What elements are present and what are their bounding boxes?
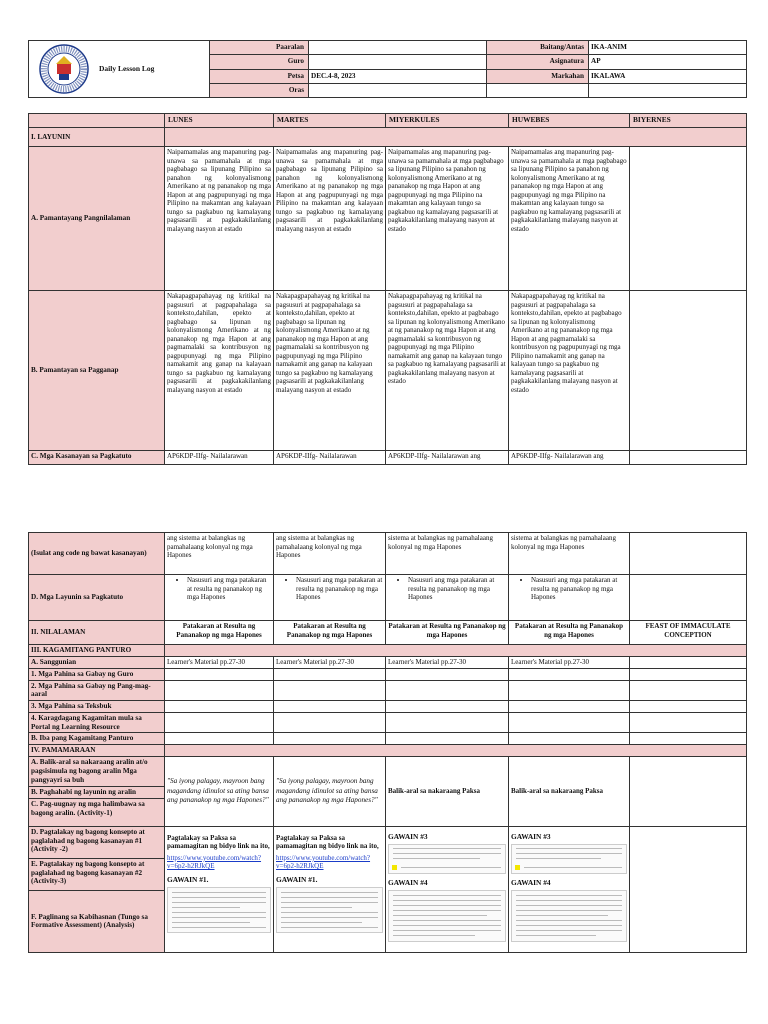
pagganap-martes: Nakapagpapahayag ng kritikal na pagsusuri at pagpapahalaga sa konteksto,dahilan, epekto at pagbabago sa lipunan ng kolonyalismong Amerikano at ng pananakop ng mga Hapon at ang pagmamalaki sa kontribusyon ng pagpupunyagi ng mga Pilipino namakamit ang ganap na kalayaan tungo sa pagkabuo ng kamalayang pagsasarili at pagkakakilanlang malayang nasyon at estado <box>274 291 386 451</box>
nilalaman-martes: Patakaran at Resulta ng Pananakop ng mga Hapones <box>274 621 386 645</box>
corner-cell <box>29 114 165 128</box>
balik-aral-miyerkules: Balik-aral sa nakaraang Paksa <box>386 757 509 827</box>
balik-aral-biyernes <box>630 757 747 827</box>
empty-cell <box>386 733 509 745</box>
activity-miyerkules <box>386 826 509 952</box>
pag-uugnay-label: C. Pag-uugnay ng mga halimbawa sa bagong aralin. (Activity-1) <box>29 798 165 826</box>
empty-cell <box>630 701 747 713</box>
lesson-table-part1 <box>28 113 747 465</box>
guro-value <box>309 55 487 69</box>
pagganap-biyernes <box>630 291 747 451</box>
code-label: (Isulat ang code ng bawat kasanayan) <box>29 533 165 575</box>
pagganap-huwebes: Nakapagpapahayag ng kritikal na pagsusuri at pagpapahalaga sa konteksto,dahilan, epekto at pagbabago sa lipunan ng kolonyalismong Amerikano at ng pananakop ng mga Hapon at ang pagmamalaki sa kontribusyon ng pagpupunyagi ng mga Pilipino namakamit ang ganap na kalayaan tungo sa pagkabuo ng kamalayang pagsasarili at pagkakakilanlang malayang nasyon at estado <box>509 291 630 451</box>
layunin-band <box>165 128 747 147</box>
paaralan-value <box>309 41 487 55</box>
code-biyernes <box>630 533 747 575</box>
sanggunian-martes: Learner's Material pp.27-30 <box>274 656 386 668</box>
empty-cell <box>165 733 274 745</box>
empty-cell <box>487 83 589 97</box>
worksheet-thumbnail <box>388 844 506 874</box>
worksheet-thumbnail <box>276 887 383 933</box>
teksbuk-label: 3. Mga Pahina sa Teksbuk <box>29 701 165 713</box>
empty-cell <box>630 733 747 745</box>
document-title: Daily Lesson Log <box>99 64 155 74</box>
day-header-miyerkules: MIYERKULES <box>386 114 509 128</box>
nilalaman-huwebes: Patakaran at Resulta ng Pananakop ng mga Hapones <box>509 621 630 645</box>
asignatura-value: AP <box>589 55 747 69</box>
markahan-value: IKALAWA <box>589 69 747 83</box>
paglinang-label: F. Paglinang sa Kabihasnan (Tungo sa Formative Assessment) (Analysis) <box>29 890 165 952</box>
empty-cell <box>274 733 386 745</box>
objective-bullet: • Nasusuri ang mga patakaran at resulta ng pananakop ng mga Hapones <box>531 576 627 602</box>
empty-cell <box>165 668 274 680</box>
worksheet-thumbnail <box>511 844 627 874</box>
video-link[interactable]: https://www.youtube.com/watch?v=6p2-h2RJkQE <box>167 853 262 871</box>
empty-cell <box>274 712 386 733</box>
iba-pang-kagamitan-label: B. Iba pang Kagamitang Panturo <box>29 733 165 745</box>
layunin-lunes <box>165 575 274 621</box>
video-link[interactable]: https://www.youtube.com/watch?v=6p2-h2RJkQE <box>276 853 371 871</box>
quote-lunes: "Sa iyong palagay, mayroon bang magandang idinulot sa ating bansa ang pananakop ng mga Hapones?" <box>165 757 274 827</box>
activity-lunes <box>165 826 274 952</box>
baitang-value: IKA-ANIM <box>589 41 747 55</box>
empty-cell <box>386 668 509 680</box>
sanggunian-label: A. Sanggunian <box>29 656 165 668</box>
kasanayan-lunes: AP6KDP-IIfg- Nailalarawan <box>165 451 274 465</box>
pamantayan-pagganap-label: B. Pamantayan sa Pagganap <box>29 291 165 451</box>
petsa-value: DEC.4-8, 2023 <box>309 69 487 83</box>
layunin-martes <box>274 575 386 621</box>
gawain-3-title: GAWAIN #3 <box>511 831 551 841</box>
empty-cell <box>165 701 274 713</box>
pangnilalaman-huwebes: Naipamamalas ang mapanuring pag-unawa sa pamamahala at mga pagbabago sa lipunang Pilipino sa panahon ng kolonyalismong Amerikano at ng pananakop ng mga Hapon at ang pagpupunyagi ng mga Pilipino na makamtan ang kalayaan tungo sa pagkabuo ng kamalayang pagsasarili at pagkakakilanlang malayang nasyon at estado <box>509 147 630 291</box>
activity-biyernes <box>630 826 747 952</box>
empty-cell <box>274 668 386 680</box>
sanggunian-miyerkules: Learner's Material pp.27-30 <box>386 656 509 668</box>
pagtalakay-2-label: E. Pagtalakay ng bagong konsepto at paglalahad ng bagong kasanayan #2 (Activity-3) <box>29 858 165 890</box>
pagtalakay-1-label: D. Pagtalakay ng bagong konsepto at paglalahad ng bagong kasanayan #1 (Activity -2) <box>29 826 165 858</box>
empty-cell <box>386 701 509 713</box>
pagganap-miyerkules: Nakapagpapahayag ng kritikal na pagsusuri at pagpapahalaga sa konteksto,dahilan, epekto at pagbabago sa lipunan ng kolonyalismong Amerikano at ng pananakop ng mga Hapon at ang pagmamalaki sa kontribusyon ng pagpupunyagi ng mga Pilipino namakamit ang ganap na kalayaan tungo sa pagkabuo ng kamalayang pagsasarili at pagkakakilanlang malayang nasyon at estado <box>386 291 509 451</box>
feast-note: FEAST OF IMMACULATE CONCEPTION <box>630 621 747 645</box>
quote-martes: "Sa iyong palagay, mayroon bang magandang idinulot sa ating bansa ang pananakop ng mga Hapones?" <box>274 757 386 827</box>
portal-label: 4. Karagdagang Kagamitan mula sa Portal ng Learning Resource <box>29 712 165 733</box>
empty-cell <box>386 680 509 701</box>
activity-huwebes <box>509 826 630 952</box>
talakay-text: Pagtalakay sa Paksa sa pamamagitan ng bidyo link na ito, <box>167 833 270 851</box>
empty-cell <box>509 733 630 745</box>
gabay-mag-aaral-label: 2. Mga Pahina sa Gabay ng Pang-mag-aaral <box>29 680 165 701</box>
empty-cell <box>630 712 747 733</box>
day-header-martes: MARTES <box>274 114 386 128</box>
kagamitan-label: III. KAGAMITANG PANTURO <box>29 645 165 657</box>
layunin-pagkatuto-label: D. Mga Layunin sa Pagkatuto <box>29 575 165 621</box>
empty-cell <box>509 701 630 713</box>
layunin-label: I. LAYUNIN <box>29 128 165 147</box>
worksheet-thumbnail <box>167 887 271 933</box>
objective-bullet: • Nasusuri ang mga patakaran at resulta ng pananakop ng mga Hapones <box>187 576 271 602</box>
sanggunian-biyernes <box>630 656 747 668</box>
code-huwebes: sistema at balangkas ng pamahalaang kolonyal ng mga Hapones <box>509 533 630 575</box>
empty-cell <box>165 712 274 733</box>
gawain-1-title: GAWAIN #1. <box>276 874 318 884</box>
pangnilalaman-miyerkules: Naipamamalas ang mapanuring pag-unawa sa pamamahala at mga pagbabago sa lipunang Pilipino sa panahon ng kolonyalismong Amerikano at ng pananakop ng mga Hapon at ang pagpupunyagi ng mga Pilipino na makamtan ang kalayaan tungo sa pagkabuo ng kamalayang pagsasarili at pagkakakilanlang malayang nasyon at estado <box>386 147 509 291</box>
paaralan-label: Paaralan <box>210 41 309 55</box>
empty-cell <box>630 680 747 701</box>
day-header-lunes: LUNES <box>165 114 274 128</box>
day-header-huwebes: HUWEBES <box>509 114 630 128</box>
baitang-label: Baitang/Antas <box>487 41 589 55</box>
kasanayan-miyerkules: AP6KDP-IIfg- Nailalarawan ang <box>386 451 509 465</box>
gawain-3-title: GAWAIN #3 <box>388 831 428 841</box>
empty-cell <box>509 680 630 701</box>
activity-martes <box>274 826 386 952</box>
nilalaman-miyerkules: Patakaran at Resulta ng Pananakop ng mga Hapones <box>386 621 509 645</box>
markahan-label: Markahan <box>487 69 589 83</box>
guro-label: Guro <box>210 55 309 69</box>
empty-cell <box>509 668 630 680</box>
kasanayan-martes: AP6KDP-IIfg- Nailalarawan <box>274 451 386 465</box>
code-miyerkules: sistema at balangkas ng pamahalaang kolonyal ng mga Hapones <box>386 533 509 575</box>
pamamaraan-band <box>165 745 747 757</box>
logo-cell <box>29 41 210 98</box>
objective-bullet: • Nasusuri ang mga patakaran at resulta ng pananakop ng mga Hapones <box>296 576 383 602</box>
empty-cell <box>509 712 630 733</box>
oras-label: Oras <box>210 83 309 97</box>
empty-cell <box>274 701 386 713</box>
lesson-table-part2 <box>28 532 747 953</box>
pamantayang-pangnilalaman-label: A. Pamantayang Pangnilalaman <box>29 147 165 291</box>
pangnilalaman-martes: Naipamamalas ang mapanuring pag-unawa sa pamamahala at mga pagbabago sa lipunang Pilipino sa panahon ng kolonyalismong Amerikano at ng pananakop ng mga Hapon at ang pagpupunyagi ng mga Pilipino na makamtan ang kalayaan tungo sa pagkabuo ng kamalayang pagsasarili at pagkakakilanlang malayang nasyon at estado <box>274 147 386 291</box>
kasanayan-huwebes: AP6KDP-IIfg- Nailalarawan ang <box>509 451 630 465</box>
empty-cell <box>274 680 386 701</box>
kasanayan-biyernes <box>630 451 747 465</box>
empty-cell <box>589 83 747 97</box>
deped-seal-icon <box>39 44 89 94</box>
gawain-1-title: GAWAIN #1. <box>167 874 209 884</box>
oras-value <box>309 83 487 97</box>
asignatura-label: Asignatura <box>487 55 589 69</box>
pagganap-lunes: Nakapagpapahayag ng kritikal na pagsusuri at pagpapahalaga sa konteksto,dahilan, epekto at pagbabago sa lipunan ng kolonyalismong Amerikano at ng pananakop ng mga Hapon at ang pagmamalaki sa kontribusyon ng pagpupunyagi ng mga Pilipino namakamit ang ganap na kalayaan tungo sa pagkabuo ng kamalayang pagsasarili at pagkakakilanlang malayang nasyon at estado <box>165 291 274 451</box>
layunin-huwebes <box>509 575 630 621</box>
empty-cell <box>165 680 274 701</box>
talakay-text: Pagtalakay sa Paksa sa pamamagitan ng bidyo link na ito, <box>276 833 379 851</box>
petsa-label: Petsa <box>210 69 309 83</box>
worksheet-thumbnail <box>511 890 627 942</box>
sanggunian-huwebes: Learner's Material pp.27-30 <box>509 656 630 668</box>
empty-cell <box>630 668 747 680</box>
pangnilalaman-biyernes <box>630 147 747 291</box>
objective-bullet: • Nasusuri ang mga patakaran at resulta ng pananakop ng mga Hapones <box>408 576 506 602</box>
pamamaraan-label: IV. PAMAMARAAN <box>29 745 165 757</box>
pangnilalaman-lunes: Naipamamalas ang mapanuring pag-unawa sa pamamahala at mga pagbabago sa lipunang Pilipino sa panahon ng kolonyalismong Amerikano at ng pananakop ng mga Hapon at ang pagpupunyagi ng mga Pilipino na makamtan ang kalayaan tungo sa pagkabuo ng kamalayang pagsasarili at pagkakakilanlang malayang nasyon at estado <box>165 147 274 291</box>
day-header-biyernes: BIYERNES <box>630 114 747 128</box>
code-lunes: ang sistema at balangkas ng pamahalaang kolonyal ng mga Hapones <box>165 533 274 575</box>
worksheet-thumbnail <box>388 890 506 942</box>
layunin-miyerkules <box>386 575 509 621</box>
empty-cell <box>386 712 509 733</box>
kagamitan-band <box>165 645 747 657</box>
sanggunian-lunes: Learner's Material pp.27-30 <box>165 656 274 668</box>
paghahabi-label: B. Paghahabi ng layunin ng aralin <box>29 787 165 799</box>
gawain-4-title: GAWAIN #4 <box>388 877 428 887</box>
code-martes: ang sistema at balangkas ng pamahalaang kolonyal ng mga Hapones <box>274 533 386 575</box>
nilalaman-label: II. NILALAMAN <box>29 621 165 645</box>
nilalaman-lunes: Patakaran at Resulta ng Pananakop ng mga Hapones <box>165 621 274 645</box>
layunin-biyernes <box>630 575 747 621</box>
balik-aral-label: A. Balik-aral sa nakaraang aralin at/o pagsisimula ng bagong aralin Mga pangyayri sa buh <box>29 757 165 787</box>
kasanayan-label: C. Mga Kasanayan sa Pagkatuto <box>29 451 165 465</box>
gawain-4-title: GAWAIN #4 <box>511 877 551 887</box>
gabay-guro-label: 1. Mga Pahina sa Gabay ng Guro <box>29 668 165 680</box>
header-table <box>28 40 747 98</box>
balik-aral-huwebes: Balik-aral sa nakaraang Paksa <box>509 757 630 827</box>
